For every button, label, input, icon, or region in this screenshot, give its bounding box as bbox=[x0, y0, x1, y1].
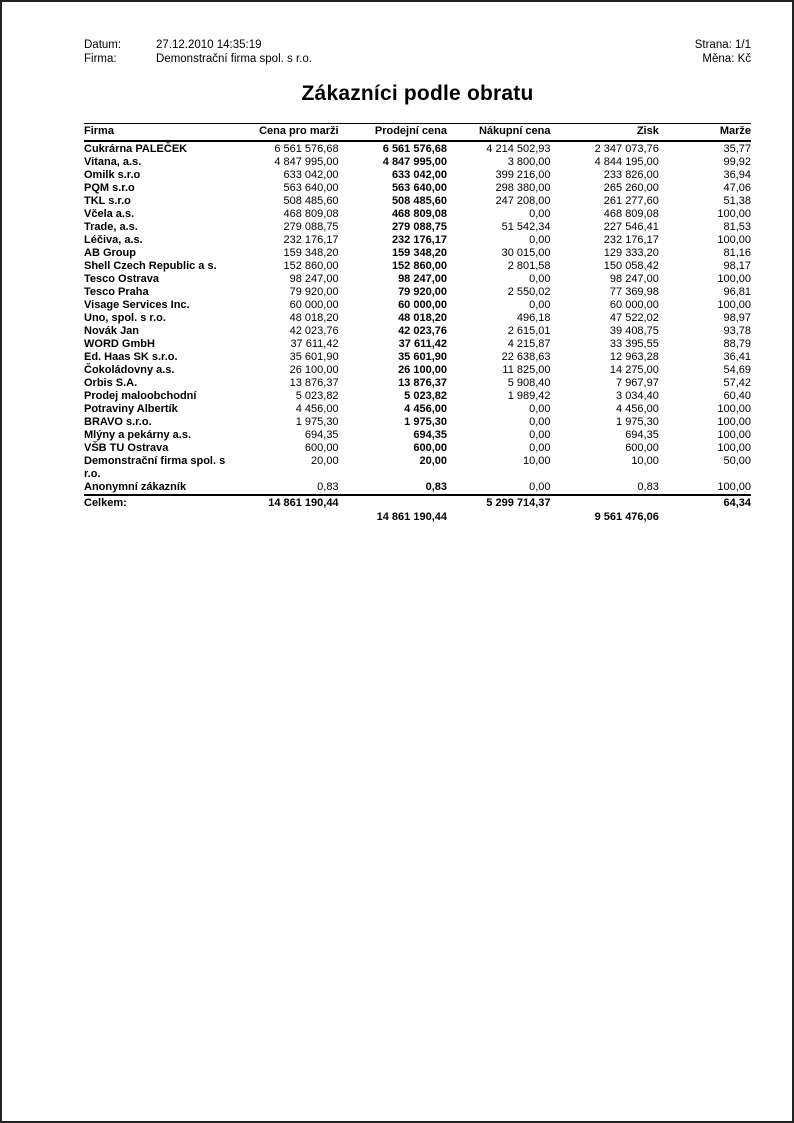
value-cell: 232 176,17 bbox=[391, 234, 447, 246]
value-cell: 33 395,55 bbox=[609, 338, 659, 350]
firma-cell: Novák Jan bbox=[84, 325, 140, 337]
value-cell: 600,00 bbox=[304, 442, 339, 454]
value-cell: 42 023,76 bbox=[398, 325, 447, 337]
totals-empty-cell bbox=[447, 510, 551, 524]
value-cell: 152 860,00 bbox=[391, 260, 447, 272]
value-cell: 694,35 bbox=[304, 429, 339, 441]
totals-empty-cell bbox=[339, 495, 447, 510]
value-cell: 3 800,00 bbox=[507, 156, 551, 168]
table-row bbox=[84, 247, 751, 260]
firma-cell: Trade, a.s. bbox=[84, 221, 138, 233]
table-body bbox=[84, 141, 751, 495]
value-cell: 35,77 bbox=[723, 143, 751, 155]
value-cell: 4 847 995,00 bbox=[274, 156, 339, 168]
table-row bbox=[84, 351, 751, 364]
value-cell: 5 023,82 bbox=[404, 390, 447, 402]
column-header-zisk: Zisk bbox=[551, 124, 659, 142]
totals-empty-cell bbox=[233, 510, 339, 524]
value-cell: 36,41 bbox=[723, 351, 751, 363]
totals-prodejni-cena: 14 861 190,44 bbox=[376, 511, 447, 523]
value-cell: 100,00 bbox=[717, 442, 751, 454]
value-cell: 0,00 bbox=[529, 429, 551, 441]
totals-cena-pro-marzi: 14 861 190,44 bbox=[233, 495, 339, 510]
value-cell: 0,83 bbox=[637, 481, 659, 493]
value-cell: 77 369,98 bbox=[609, 286, 659, 298]
value-cell: 98 247,00 bbox=[398, 273, 447, 285]
table-row bbox=[84, 156, 751, 169]
totals-marze: 64,34 bbox=[659, 495, 751, 510]
value-cell: 4 214 502,93 bbox=[486, 143, 551, 155]
table-row bbox=[84, 195, 751, 208]
value-cell: 100,00 bbox=[717, 429, 751, 441]
value-cell: 150 058,42 bbox=[603, 260, 659, 272]
firma-cell: Orbis S.A. bbox=[84, 377, 138, 389]
value-cell: 4 456,00 bbox=[295, 403, 339, 415]
firma-cell: Vitana, a.s. bbox=[84, 156, 142, 168]
value-cell: 496,18 bbox=[516, 312, 551, 324]
firma-cell: Anonymní zákazník bbox=[84, 481, 187, 493]
value-cell: 468 809,08 bbox=[391, 208, 447, 220]
value-cell: 2 615,01 bbox=[507, 325, 551, 337]
value-cell: 1 975,30 bbox=[404, 416, 447, 428]
totals-empty-cell bbox=[659, 510, 751, 524]
value-cell: 98 247,00 bbox=[609, 273, 659, 285]
firma-cell: Uno, spol. s r.o. bbox=[84, 312, 166, 324]
firma-cell: Cukrárna PALEČEK bbox=[84, 143, 188, 155]
value-cell: 0,00 bbox=[529, 403, 551, 415]
value-cell: 79 920,00 bbox=[289, 286, 339, 298]
value-cell: 13 876,37 bbox=[398, 377, 447, 389]
value-cell: 14 275,00 bbox=[609, 364, 659, 376]
value-cell: 100,00 bbox=[717, 403, 751, 415]
value-cell: 81,16 bbox=[723, 247, 751, 259]
value-cell: 0,00 bbox=[529, 416, 551, 428]
value-cell: 48 018,20 bbox=[289, 312, 339, 324]
table-row bbox=[84, 325, 751, 338]
firma-cell: Léčiva, a.s. bbox=[84, 234, 143, 246]
value-cell: 100,00 bbox=[717, 299, 751, 311]
totals-row-1 bbox=[84, 495, 751, 510]
value-cell: 0,83 bbox=[425, 481, 447, 493]
firma-cell: Prodej maloobchodní bbox=[84, 390, 197, 402]
firma-cell: Čokoládovny a.s. bbox=[84, 364, 175, 376]
firma-cell: Visage Services Inc. bbox=[84, 299, 190, 311]
totals-empty-cell bbox=[84, 510, 233, 524]
currency: Měna: Kč bbox=[702, 53, 751, 65]
value-cell: 159 348,20 bbox=[283, 247, 339, 259]
value-cell: 4 456,00 bbox=[404, 403, 447, 415]
value-cell: 247 208,00 bbox=[495, 195, 551, 207]
value-cell: 48 018,20 bbox=[398, 312, 447, 324]
value-cell: 4 844 195,00 bbox=[594, 156, 659, 168]
value-cell: 6 561 576,68 bbox=[382, 143, 447, 155]
value-cell: 265 260,00 bbox=[603, 182, 659, 194]
firma-cell: AB Group bbox=[84, 247, 136, 259]
value-cell: 100,00 bbox=[717, 208, 751, 220]
value-cell: 51 542,34 bbox=[501, 221, 551, 233]
value-cell: 100,00 bbox=[717, 416, 751, 428]
value-cell: 159 348,20 bbox=[391, 247, 447, 259]
value-cell: 26 100,00 bbox=[398, 364, 447, 376]
firma-value: Demonstrační firma spol. s r.o. bbox=[156, 53, 312, 65]
value-cell: 508 485,60 bbox=[283, 195, 339, 207]
totals-empty-cell bbox=[551, 495, 659, 510]
value-cell: 0,00 bbox=[529, 208, 551, 220]
value-cell: 37 611,42 bbox=[398, 338, 447, 350]
value-cell: 93,78 bbox=[723, 325, 751, 337]
value-cell: 233 826,00 bbox=[603, 169, 659, 181]
firma-cell: PQM s.r.o bbox=[84, 182, 135, 194]
value-cell: 152 860,00 bbox=[283, 260, 339, 272]
value-cell: 57,42 bbox=[723, 377, 751, 389]
value-cell: 36,94 bbox=[723, 169, 751, 181]
table-row bbox=[84, 141, 751, 156]
value-cell: 47 522,02 bbox=[609, 312, 659, 324]
table-row bbox=[84, 364, 751, 377]
datum-value: 27.12.2010 14:35:19 bbox=[156, 39, 262, 51]
value-cell: 1 975,30 bbox=[295, 416, 339, 428]
totals-nakupni-cena: 5 299 714,37 bbox=[447, 495, 551, 510]
value-cell: 2 347 073,76 bbox=[594, 143, 659, 155]
value-cell: 30 015,00 bbox=[501, 247, 551, 259]
column-header-cena-pro-marzi: Cena pro marži bbox=[233, 124, 339, 142]
value-cell: 4 215,87 bbox=[507, 338, 551, 350]
table-row bbox=[84, 390, 751, 403]
value-cell: 279 088,75 bbox=[391, 221, 447, 233]
table-row bbox=[84, 429, 751, 442]
firma-cell: Potraviny Albertík bbox=[84, 403, 178, 415]
value-cell: 20,00 bbox=[419, 455, 447, 467]
value-cell: 633 042,00 bbox=[391, 169, 447, 181]
value-cell: 232 176,17 bbox=[603, 234, 659, 246]
value-cell: 20,00 bbox=[311, 455, 339, 467]
value-cell: 563 640,00 bbox=[283, 182, 339, 194]
value-cell: 100,00 bbox=[717, 273, 751, 285]
report-meta bbox=[84, 38, 751, 66]
firma-cell: Shell Czech Republic a s. bbox=[84, 260, 217, 272]
value-cell: 51,38 bbox=[723, 195, 751, 207]
value-cell: 13 876,37 bbox=[289, 377, 339, 389]
totals-zisk: 9 561 476,06 bbox=[594, 511, 659, 523]
value-cell: 633 042,00 bbox=[283, 169, 339, 181]
value-cell: 0,00 bbox=[529, 273, 551, 285]
report-content bbox=[2, 2, 792, 524]
value-cell: 5 908,40 bbox=[507, 377, 551, 389]
value-cell: 0,00 bbox=[529, 481, 551, 493]
value-cell: 508 485,60 bbox=[391, 195, 447, 207]
table-row bbox=[84, 338, 751, 351]
value-cell: 4 847 995,00 bbox=[382, 156, 447, 168]
value-cell: 96,81 bbox=[723, 286, 751, 298]
firma-cell: Tesco Praha bbox=[84, 286, 149, 298]
table-row bbox=[84, 169, 751, 182]
table-row bbox=[84, 481, 751, 495]
datum-label: Datum: bbox=[84, 39, 122, 51]
table-row bbox=[84, 234, 751, 247]
value-cell: 60 000,00 bbox=[609, 299, 659, 311]
value-cell: 100,00 bbox=[717, 481, 751, 493]
value-cell: 37 611,42 bbox=[290, 338, 339, 350]
totals-row-2 bbox=[84, 510, 751, 524]
table-row bbox=[84, 455, 751, 481]
value-cell: 11 825,00 bbox=[502, 364, 551, 376]
table-row bbox=[84, 208, 751, 221]
value-cell: 563 640,00 bbox=[391, 182, 447, 194]
table-row bbox=[84, 442, 751, 455]
value-cell: 694,35 bbox=[625, 429, 659, 441]
value-cell: 60,40 bbox=[723, 390, 751, 402]
table-row bbox=[84, 377, 751, 390]
table-row bbox=[84, 182, 751, 195]
value-cell: 22 638,63 bbox=[501, 351, 551, 363]
firma-label: Firma: bbox=[84, 53, 117, 65]
value-cell: 10,00 bbox=[522, 455, 551, 467]
value-cell: 129 333,20 bbox=[603, 247, 659, 259]
table-row bbox=[84, 416, 751, 429]
value-cell: 694,35 bbox=[413, 429, 447, 441]
firma-cell: Tesco Ostrava bbox=[84, 273, 160, 285]
value-cell: 26 100,00 bbox=[289, 364, 339, 376]
table-row bbox=[84, 312, 751, 325]
column-header-nakupni-cena: Nákupní cena bbox=[447, 124, 551, 142]
report-title: Zákazníci podle obratu bbox=[301, 82, 534, 105]
value-cell: 10,00 bbox=[631, 455, 659, 467]
value-cell: 60 000,00 bbox=[398, 299, 447, 311]
value-cell: 88,79 bbox=[723, 338, 751, 350]
value-cell: 12 963,28 bbox=[609, 351, 659, 363]
value-cell: 1 989,42 bbox=[507, 390, 551, 402]
table-row bbox=[84, 273, 751, 286]
column-header-firma: Firma bbox=[84, 124, 233, 142]
value-cell: 261 277,60 bbox=[603, 195, 659, 207]
table-row bbox=[84, 286, 751, 299]
value-cell: 50,00 bbox=[723, 455, 751, 467]
value-cell: 100,00 bbox=[717, 234, 751, 246]
customers-table bbox=[84, 123, 751, 524]
value-cell: 0,83 bbox=[317, 481, 339, 493]
column-header-marze: Marže bbox=[659, 124, 751, 142]
value-cell: 468 809,08 bbox=[603, 208, 659, 220]
value-cell: 7 967,97 bbox=[616, 377, 659, 389]
firma-cell: Ed. Haas SK s.r.o. bbox=[84, 351, 178, 363]
value-cell: 98,17 bbox=[723, 260, 751, 272]
firma-cell: WORD GmbH bbox=[84, 338, 155, 350]
value-cell: 0,00 bbox=[529, 299, 551, 311]
meta-right bbox=[695, 38, 751, 66]
meta-left bbox=[84, 38, 312, 66]
value-cell: 2 801,58 bbox=[507, 260, 551, 272]
value-cell: 35 601,90 bbox=[289, 351, 339, 363]
value-cell: 4 456,00 bbox=[616, 403, 659, 415]
value-cell: 5 023,82 bbox=[295, 390, 339, 402]
value-cell: 3 034,40 bbox=[616, 390, 659, 402]
firma-cell: Demonstrační firma spol. s r.o. bbox=[84, 455, 226, 480]
table-row bbox=[84, 299, 751, 312]
table-row bbox=[84, 403, 751, 416]
value-cell: 99,92 bbox=[723, 156, 751, 168]
value-cell: 600,00 bbox=[413, 442, 447, 454]
value-cell: 600,00 bbox=[625, 442, 659, 454]
value-cell: 279 088,75 bbox=[283, 221, 339, 233]
table-header-row bbox=[84, 124, 751, 142]
value-cell: 98 247,00 bbox=[289, 273, 339, 285]
firma-cell: Včela a.s. bbox=[84, 208, 135, 220]
value-cell: 47,06 bbox=[723, 182, 751, 194]
value-cell: 98,97 bbox=[723, 312, 751, 324]
value-cell: 468 809,08 bbox=[283, 208, 339, 220]
value-cell: 6 561 576,68 bbox=[274, 143, 339, 155]
value-cell: 42 023,76 bbox=[289, 325, 339, 337]
value-cell: 227 546,41 bbox=[603, 221, 659, 233]
column-header-prodejni-cena: Prodejní cena bbox=[339, 124, 447, 142]
value-cell: 79 920,00 bbox=[398, 286, 447, 298]
page-number: Strana: 1/1 bbox=[694, 39, 751, 51]
value-cell: 2 550,02 bbox=[507, 286, 551, 298]
firma-cell: TKL s.r.o bbox=[84, 195, 131, 207]
value-cell: 39 408,75 bbox=[609, 325, 659, 337]
value-cell: 298 380,00 bbox=[495, 182, 551, 194]
value-cell: 1 975,30 bbox=[616, 416, 659, 428]
table-row bbox=[84, 221, 751, 234]
value-cell: 0,00 bbox=[529, 442, 551, 454]
value-cell: 60 000,00 bbox=[289, 299, 339, 311]
firma-cell: BRAVO s.r.o. bbox=[84, 416, 152, 428]
value-cell: 399 216,00 bbox=[495, 169, 551, 181]
value-cell: 54,69 bbox=[723, 364, 751, 376]
firma-cell: Omilk s.r.o bbox=[84, 169, 141, 181]
table-row bbox=[84, 260, 751, 273]
totals-label: Celkem: bbox=[84, 495, 233, 510]
firma-cell: VŠB TU Ostrava bbox=[84, 442, 169, 454]
value-cell: 0,00 bbox=[529, 234, 551, 246]
firma-cell: Mlýny a pekárny a.s. bbox=[84, 429, 191, 441]
value-cell: 81,53 bbox=[723, 221, 751, 233]
value-cell: 232 176,17 bbox=[283, 234, 339, 246]
value-cell: 35 601,90 bbox=[398, 351, 447, 363]
